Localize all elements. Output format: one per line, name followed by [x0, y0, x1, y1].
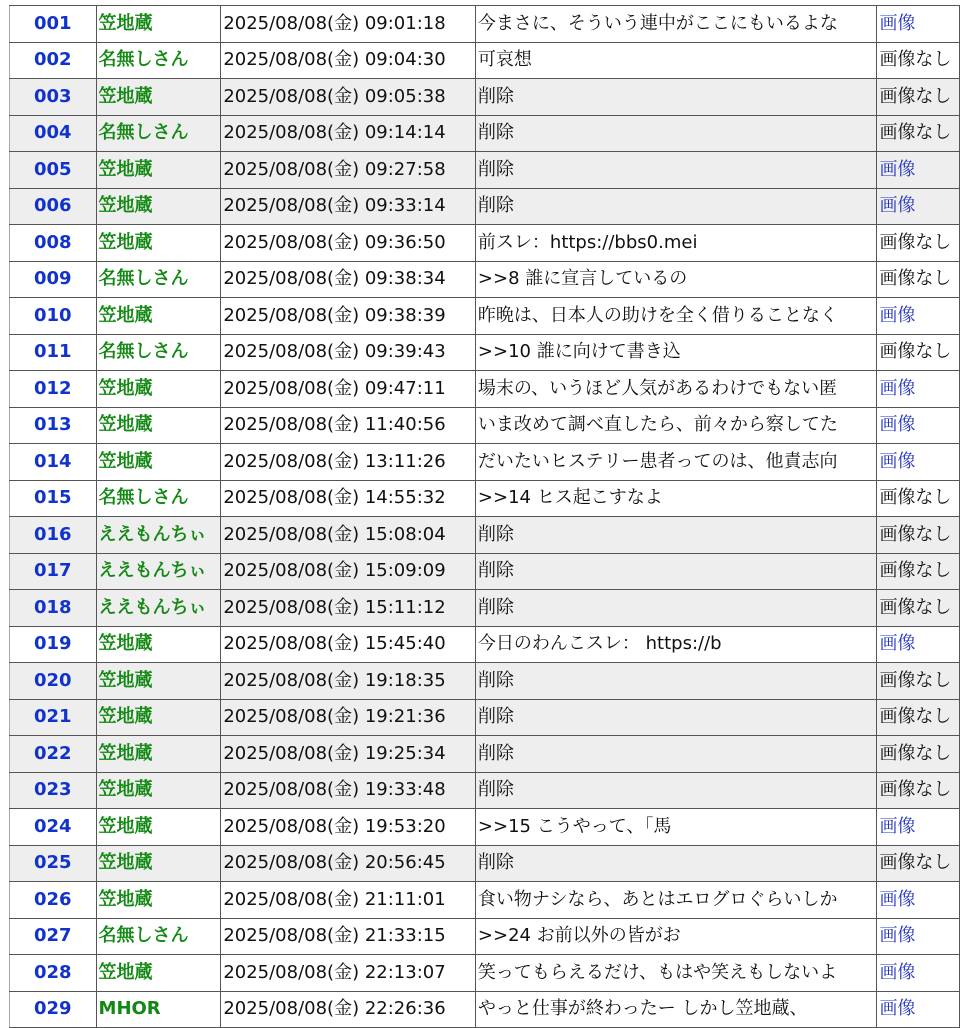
post-number-link[interactable]: 016: [10, 517, 97, 554]
poster-name: 笠地蔵: [96, 444, 221, 481]
post-row: [10, 882, 960, 919]
no-image-label: 画像なし: [879, 706, 952, 728]
post-image-cell: [877, 991, 960, 1028]
post-row: [10, 444, 960, 481]
post-row: [10, 772, 960, 809]
poster-name: 笠地蔵: [96, 699, 221, 736]
post-row: [10, 334, 960, 371]
poster-name: ええもんちぃ: [96, 590, 221, 627]
poster-name: 笠地蔵: [96, 407, 221, 444]
post-number-link[interactable]: 019: [10, 626, 97, 663]
image-link[interactable]: 画像: [879, 450, 916, 472]
post-number-link[interactable]: 010: [10, 298, 97, 335]
post-timestamp: 2025/08/08(金) 14:55:32: [221, 480, 476, 517]
image-link[interactable]: 画像: [879, 633, 916, 655]
post-image-cell: [877, 152, 960, 189]
poster-name: 笠地蔵: [96, 626, 221, 663]
post-number-link[interactable]: 020: [10, 663, 97, 700]
post-row: [10, 42, 960, 79]
no-image-label: 画像なし: [879, 341, 952, 363]
post-body-preview[interactable]: >>8 誰に宣言しているの: [475, 261, 877, 298]
post-number-link[interactable]: 013: [10, 407, 97, 444]
post-timestamp: 2025/08/08(金) 19:53:20: [221, 809, 476, 846]
post-body-preview[interactable]: >>14 ヒス起こすなよ: [475, 480, 877, 517]
post-row: [10, 261, 960, 298]
post-image-cell: [877, 261, 960, 298]
post-body-preview[interactable]: 削除: [475, 79, 877, 116]
post-timestamp: 2025/08/08(金) 15:45:40: [221, 626, 476, 663]
post-row: [10, 699, 960, 736]
post-body-preview[interactable]: 削除: [475, 115, 877, 152]
poster-name: 笠地蔵: [96, 298, 221, 335]
post-body-preview[interactable]: 場末の、いうほど人気があるわけでもない匿: [475, 371, 877, 408]
post-timestamp: 2025/08/08(金) 15:09:09: [221, 553, 476, 590]
no-image-label: 画像なし: [879, 742, 952, 764]
post-row: [10, 407, 960, 444]
post-body-preview[interactable]: 削除: [475, 772, 877, 809]
post-image-cell: [877, 6, 960, 43]
image-link[interactable]: 画像: [879, 414, 916, 436]
image-link[interactable]: 画像: [879, 158, 916, 180]
post-number-link[interactable]: 009: [10, 261, 97, 298]
post-body-preview[interactable]: >>24 お前以外の皆がお: [475, 918, 877, 955]
post-timestamp: 2025/08/08(金) 19:25:34: [221, 736, 476, 773]
post-image-cell: [877, 298, 960, 335]
no-image-label: 画像なし: [879, 231, 952, 253]
post-body-preview[interactable]: だいたいヒステリー患者ってのは、他責志向: [475, 444, 877, 481]
image-link[interactable]: 画像: [879, 304, 916, 326]
no-image-label: 画像なし: [879, 669, 952, 691]
post-timestamp: 2025/08/08(金) 22:26:36: [221, 991, 476, 1028]
post-timestamp: 2025/08/08(金) 20:56:45: [221, 845, 476, 882]
poster-name: 名無しさん: [96, 42, 221, 79]
post-image-cell: [877, 626, 960, 663]
post-timestamp: 2025/08/08(金) 21:33:15: [221, 918, 476, 955]
post-row: [10, 553, 960, 590]
post-number-link[interactable]: 003: [10, 79, 97, 116]
poster-name: 笠地蔵: [96, 845, 221, 882]
post-image-cell: [877, 955, 960, 992]
poster-name: 笠地蔵: [96, 955, 221, 992]
no-image-label: 画像なし: [879, 122, 952, 144]
post-row: [10, 809, 960, 846]
post-number-link[interactable]: 028: [10, 955, 97, 992]
poster-name: ええもんちぃ: [96, 553, 221, 590]
post-body-preview[interactable]: 前スレ：https://bbs0.mei: [475, 225, 877, 262]
post-image-cell: [877, 371, 960, 408]
post-row: [10, 517, 960, 554]
image-link[interactable]: 画像: [879, 888, 916, 910]
post-row: [10, 480, 960, 517]
image-link[interactable]: 画像: [879, 377, 916, 399]
post-image-cell: [877, 918, 960, 955]
post-row: [10, 188, 960, 225]
post-number-link[interactable]: 029: [10, 991, 97, 1028]
post-row: [10, 225, 960, 262]
image-link[interactable]: 画像: [879, 12, 916, 34]
post-body-preview[interactable]: やっと仕事が終わったー しかし笠地蔵、: [475, 991, 877, 1028]
post-image-cell: [877, 42, 960, 79]
post-number-link[interactable]: 018: [10, 590, 97, 627]
post-body-preview[interactable]: 今まさに、そういう連中がここにもいるよな: [475, 6, 877, 43]
image-link[interactable]: 画像: [879, 195, 916, 217]
post-number-link[interactable]: 021: [10, 699, 97, 736]
post-image-cell: [877, 188, 960, 225]
post-image-cell: [877, 809, 960, 846]
poster-name: 笠地蔵: [96, 152, 221, 189]
post-timestamp: 2025/08/08(金) 09:14:14: [221, 115, 476, 152]
no-image-label: 画像なし: [879, 85, 952, 107]
post-timestamp: 2025/08/08(金) 09:05:38: [221, 79, 476, 116]
post-body-preview[interactable]: いま改めて調べ直したら、前々から察してた: [475, 407, 877, 444]
poster-name: ええもんちぃ: [96, 517, 221, 554]
poster-name: 笠地蔵: [96, 6, 221, 43]
poster-name: 笠地蔵: [96, 772, 221, 809]
post-timestamp: 2025/08/08(金) 09:33:14: [221, 188, 476, 225]
post-row: [10, 298, 960, 335]
post-number-link[interactable]: 023: [10, 772, 97, 809]
poster-name: MHOR: [96, 991, 221, 1028]
image-link[interactable]: 画像: [879, 925, 916, 947]
post-body-preview[interactable]: 削除: [475, 188, 877, 225]
no-image-label: 画像なし: [879, 852, 952, 874]
post-body-preview[interactable]: 削除: [475, 663, 877, 700]
post-number-link[interactable]: 024: [10, 809, 97, 846]
post-body-preview[interactable]: 食い物ナシなら、あとはエログロぐらいしか: [475, 882, 877, 919]
post-number-link[interactable]: 002: [10, 42, 97, 79]
post-row: [10, 955, 960, 992]
post-row: [10, 918, 960, 955]
post-timestamp: 2025/08/08(金) 09:47:11: [221, 371, 476, 408]
no-image-label: 画像なし: [879, 487, 952, 509]
post-number-link[interactable]: 027: [10, 918, 97, 955]
image-link[interactable]: 画像: [879, 998, 916, 1020]
post-row: [10, 590, 960, 627]
post-timestamp: 2025/08/08(金) 09:36:50: [221, 225, 476, 262]
post-timestamp: 2025/08/08(金) 09:04:30: [221, 42, 476, 79]
post-image-cell: [877, 115, 960, 152]
poster-name: 笠地蔵: [96, 225, 221, 262]
post-timestamp: 2025/08/08(金) 21:11:01: [221, 882, 476, 919]
post-timestamp: 2025/08/08(金) 09:38:39: [221, 298, 476, 335]
post-timestamp: 2025/08/08(金) 19:18:35: [221, 663, 476, 700]
post-body-preview[interactable]: 可哀想: [475, 42, 877, 79]
post-number-link[interactable]: 022: [10, 736, 97, 773]
no-image-label: 画像なし: [879, 596, 952, 618]
post-body-preview[interactable]: >>10 誰に向けて書き込: [475, 334, 877, 371]
post-image-cell: [877, 334, 960, 371]
post-image-cell: [877, 225, 960, 262]
post-timestamp: 2025/08/08(金) 09:01:18: [221, 6, 476, 43]
post-body-preview[interactable]: 今日のわんこスレ： https://b: [475, 626, 877, 663]
post-row: [10, 663, 960, 700]
post-row: [10, 6, 960, 43]
poster-name: 笠地蔵: [96, 188, 221, 225]
poster-name: 笠地蔵: [96, 371, 221, 408]
post-timestamp: 2025/08/08(金) 09:38:34: [221, 261, 476, 298]
poster-name: 名無しさん: [96, 115, 221, 152]
post-image-cell: [877, 772, 960, 809]
no-image-label: 画像なし: [879, 268, 952, 290]
post-image-cell: [877, 480, 960, 517]
post-list: [10, 6, 960, 1028]
post-image-cell: [877, 553, 960, 590]
post-timestamp: 2025/08/08(金) 22:13:07: [221, 955, 476, 992]
post-row: [10, 152, 960, 189]
post-image-cell: [877, 517, 960, 554]
post-row: [10, 991, 960, 1028]
post-timestamp: 2025/08/08(金) 09:27:58: [221, 152, 476, 189]
post-timestamp: 2025/08/08(金) 19:21:36: [221, 699, 476, 736]
poster-name: 名無しさん: [96, 918, 221, 955]
post-image-cell: [877, 882, 960, 919]
post-body-preview[interactable]: 削除: [475, 590, 877, 627]
post-timestamp: 2025/08/08(金) 11:40:56: [221, 407, 476, 444]
post-number-link[interactable]: 015: [10, 480, 97, 517]
poster-name: 笠地蔵: [96, 79, 221, 116]
no-image-label: 画像なし: [879, 779, 952, 801]
post-body-preview[interactable]: 昨晩は、日本人の助けを全く借りることなく: [475, 298, 877, 335]
post-body-preview[interactable]: 削除: [475, 553, 877, 590]
post-image-cell: [877, 590, 960, 627]
post-row: [10, 626, 960, 663]
post-number-link[interactable]: 014: [10, 444, 97, 481]
post-number-link[interactable]: 017: [10, 553, 97, 590]
post-body-preview[interactable]: 削除: [475, 517, 877, 554]
thread-post-table: [9, 5, 960, 1028]
post-image-cell: [877, 407, 960, 444]
poster-name: 名無しさん: [96, 334, 221, 371]
post-image-cell: [877, 736, 960, 773]
post-number-link[interactable]: 011: [10, 334, 97, 371]
post-body-preview[interactable]: 削除: [475, 845, 877, 882]
post-body-preview[interactable]: 削除: [475, 736, 877, 773]
post-image-cell: [877, 663, 960, 700]
post-timestamp: 2025/08/08(金) 15:11:12: [221, 590, 476, 627]
post-image-cell: [877, 79, 960, 116]
poster-name: 名無しさん: [96, 261, 221, 298]
post-number-link[interactable]: 012: [10, 371, 97, 408]
post-body-preview[interactable]: 削除: [475, 699, 877, 736]
poster-name: 笠地蔵: [96, 736, 221, 773]
post-image-cell: [877, 845, 960, 882]
poster-name: 笠地蔵: [96, 663, 221, 700]
post-number-link[interactable]: 001: [10, 6, 97, 43]
image-link[interactable]: 画像: [879, 961, 916, 983]
post-body-preview[interactable]: 笑ってもらえるだけ、もはや笑えもしないよ: [475, 955, 877, 992]
post-number-link[interactable]: 004: [10, 115, 97, 152]
post-timestamp: 2025/08/08(金) 19:33:48: [221, 772, 476, 809]
no-image-label: 画像なし: [879, 523, 952, 545]
no-image-label: 画像なし: [879, 49, 952, 71]
post-image-cell: [877, 699, 960, 736]
post-timestamp: 2025/08/08(金) 09:39:43: [221, 334, 476, 371]
no-image-label: 画像なし: [879, 560, 952, 582]
post-body-preview[interactable]: >>15 こうやって、「馬: [475, 809, 877, 846]
post-number-link[interactable]: 005: [10, 152, 97, 189]
poster-name: 名無しさん: [96, 480, 221, 517]
poster-name: 笠地蔵: [96, 809, 221, 846]
post-row: [10, 736, 960, 773]
post-number-link[interactable]: 008: [10, 225, 97, 262]
post-body-preview[interactable]: 削除: [475, 152, 877, 189]
post-number-link[interactable]: 026: [10, 882, 97, 919]
post-row: [10, 79, 960, 116]
post-row: [10, 371, 960, 408]
post-timestamp: 2025/08/08(金) 15:08:04: [221, 517, 476, 554]
post-timestamp: 2025/08/08(金) 13:11:26: [221, 444, 476, 481]
post-image-cell: [877, 444, 960, 481]
post-row: [10, 115, 960, 152]
post-number-link[interactable]: 006: [10, 188, 97, 225]
image-link[interactable]: 画像: [879, 815, 916, 837]
post-number-link[interactable]: 025: [10, 845, 97, 882]
post-row: [10, 845, 960, 882]
poster-name: 笠地蔵: [96, 882, 221, 919]
